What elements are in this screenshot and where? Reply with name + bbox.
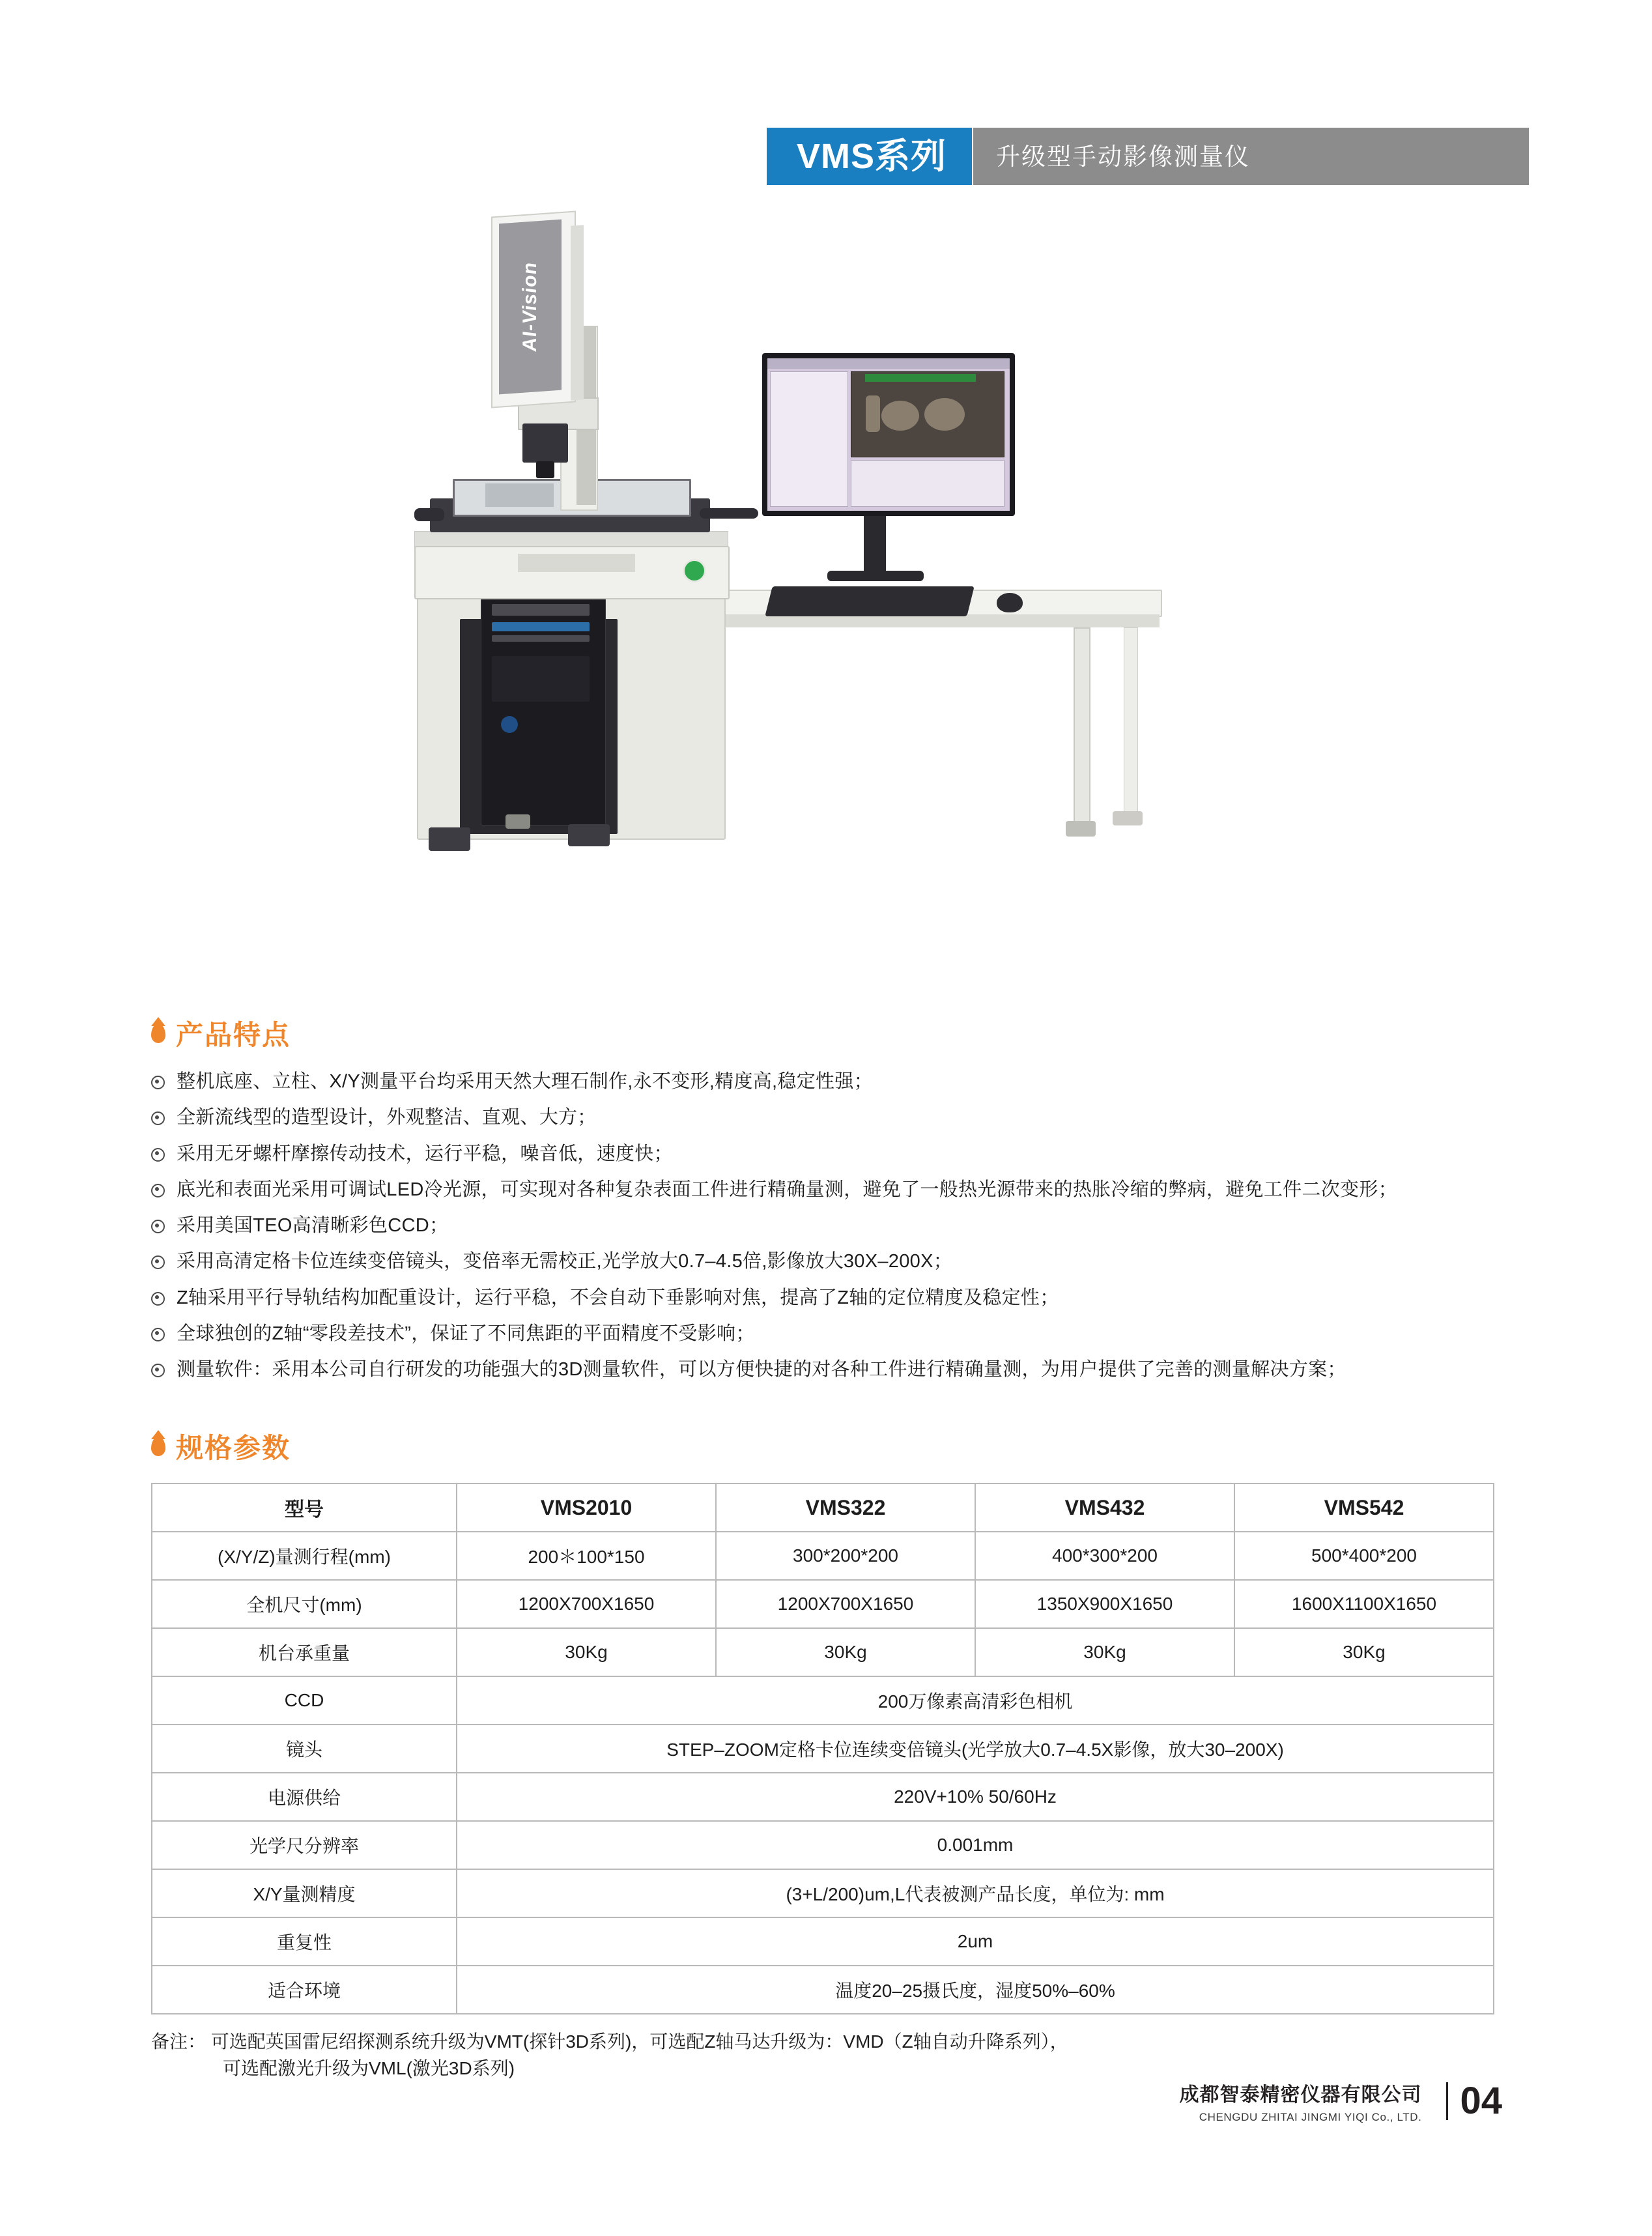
software-status-bar bbox=[865, 374, 976, 382]
bullet-icon bbox=[151, 1328, 165, 1341]
table-header-cell: VMS2010 bbox=[457, 1484, 716, 1532]
row-value: 30Kg bbox=[457, 1628, 716, 1676]
spec-table bbox=[151, 1483, 1494, 2014]
list-item bbox=[151, 1250, 1506, 1273]
camera-head-panel bbox=[499, 220, 562, 395]
row-value: 1600X1100X1650 bbox=[1234, 1580, 1494, 1628]
footer-company bbox=[1179, 2078, 1421, 2124]
bullet-icon bbox=[151, 1184, 165, 1197]
row-value: 300*200*200 bbox=[716, 1532, 975, 1580]
machine-foot-right bbox=[568, 824, 610, 846]
bullet-icon bbox=[151, 1111, 165, 1125]
table-header-cell: VMS322 bbox=[716, 1484, 975, 1532]
objective-lens bbox=[536, 461, 554, 478]
software-toolbar bbox=[767, 358, 1010, 369]
software-data-panel bbox=[851, 460, 1004, 507]
row-value: 30Kg bbox=[716, 1628, 975, 1676]
table-row bbox=[152, 1821, 1494, 1869]
table-header-cell: VMS432 bbox=[975, 1484, 1234, 1532]
row-value: 1200X700X1650 bbox=[457, 1580, 716, 1628]
zoom-lens-body bbox=[522, 423, 568, 463]
power-button bbox=[683, 559, 706, 582]
row-value: STEP–ZOOM定格卡位连续变倍镜头(光学放大0.7–4.5X影像，放大30–200X) bbox=[457, 1725, 1494, 1773]
feature-text: 采用美国TEO高清晰彩色CCD； bbox=[177, 1215, 449, 1236]
bullet-icon bbox=[151, 1148, 165, 1162]
row-value: 220V+10% 50/60Hz bbox=[457, 1773, 1494, 1821]
row-label: 光学尺分辨率 bbox=[152, 1821, 457, 1869]
row-value: 1200X700X1650 bbox=[716, 1580, 975, 1628]
spec-section bbox=[151, 1427, 1506, 2082]
row-value: 1350X900X1650 bbox=[975, 1580, 1234, 1628]
spec-note bbox=[151, 2029, 1506, 2082]
header-series-block bbox=[767, 128, 973, 185]
mouse bbox=[997, 593, 1023, 612]
table-row bbox=[152, 1580, 1494, 1628]
row-label: X/Y量测精度 bbox=[152, 1869, 457, 1917]
row-label: 适合环境 bbox=[152, 1966, 457, 2014]
list-item bbox=[151, 1322, 1506, 1345]
features-heading-text: 产品特点 bbox=[176, 1020, 291, 1050]
desk-edge bbox=[691, 614, 1160, 627]
header-subtitle-label: 升级型手动影像测量仪 bbox=[996, 143, 1251, 170]
feature-text: 底光和表面光采用可调试LED冷光源，可实现对各种复杂表面工件进行精确量测，避免了一般热光源带来的热胀冷缩的弊病，避免工件二次变形； bbox=[177, 1179, 1397, 1200]
row-label: 电源供给 bbox=[152, 1773, 457, 1821]
product-photo bbox=[352, 202, 1283, 971]
features-section bbox=[151, 1014, 1506, 1394]
row-label: CCD bbox=[152, 1676, 457, 1725]
list-item bbox=[151, 1286, 1506, 1310]
table-row bbox=[152, 1773, 1494, 1821]
header-subtitle-block bbox=[973, 128, 1529, 185]
table-row bbox=[152, 1676, 1494, 1725]
desk-foot-front bbox=[1066, 821, 1096, 837]
feature-text: 测量软件：采用本公司自行研发的功能强大的3D测量软件，可以方便快捷的对各种工件进行精确量测，为用户提供了完善的测量解决方案； bbox=[177, 1359, 1346, 1380]
software-image-view bbox=[851, 371, 1004, 457]
monitor-stand bbox=[864, 516, 886, 571]
feature-text: 采用高清定格卡位连续变倍镜头，变倍率无需校正,光学放大0.7–4.5倍,影像放大30X–200X； bbox=[177, 1251, 953, 1272]
row-value: 400*300*200 bbox=[975, 1532, 1234, 1580]
header-series-label: VMS系列 bbox=[797, 137, 947, 176]
row-value: 200＊100*150 bbox=[457, 1532, 716, 1580]
desk-leg-front bbox=[1074, 627, 1090, 829]
row-value: (3+L/200)um,L代表被测产品长度，单位为: mm bbox=[457, 1869, 1494, 1917]
software-side-panel bbox=[770, 371, 848, 507]
list-item bbox=[151, 1070, 1506, 1093]
row-label: 重复性 bbox=[152, 1917, 457, 1966]
row-label: 镜头 bbox=[152, 1725, 457, 1773]
row-value: 200万像素高清彩色相机 bbox=[457, 1676, 1494, 1725]
table-row bbox=[152, 1532, 1494, 1580]
machine-brand-logo: AI-Vision bbox=[519, 261, 541, 353]
row-label: (X/Y/Z)量测行程(mm) bbox=[152, 1532, 457, 1580]
bullet-icon bbox=[151, 1292, 165, 1306]
camera-head-side bbox=[571, 225, 584, 400]
table-row bbox=[152, 1869, 1494, 1917]
control-panel-label-plate bbox=[518, 554, 635, 572]
machine-foot-left bbox=[429, 827, 470, 851]
page-footer bbox=[0, 2078, 1652, 2124]
feature-text: Z轴采用平行导轨结构加配重设计，运行平稳，不会自动下垂影响对焦，提高了Z轴的定位精度及稳定性； bbox=[177, 1287, 1059, 1308]
keyboard bbox=[765, 586, 974, 616]
footer-divider bbox=[1446, 2082, 1448, 2120]
company-name-en: CHENGDU ZHITAI JINGMI YIQI Co., LTD. bbox=[1199, 2111, 1422, 2123]
row-label: 机台承重量 bbox=[152, 1628, 457, 1676]
list-item bbox=[151, 1106, 1506, 1129]
bullet-icon bbox=[151, 1364, 165, 1377]
spec-note-line2: 可选配激光升级为VML(激光3D系列) bbox=[223, 2057, 515, 2078]
table-row bbox=[152, 1917, 1494, 1966]
list-item bbox=[151, 1178, 1506, 1201]
spec-note-line1: 备注： 可选配英国雷尼绍探测系统升级为VMT(探针3D系列)，可选配Z轴马达升级为：VMD（Z轴自动升降系列）， bbox=[151, 2031, 1068, 2052]
features-heading bbox=[151, 1014, 1506, 1053]
bullet-icon bbox=[151, 1255, 165, 1269]
row-value: 温度20–25摄氏度，湿度50%–60% bbox=[457, 1966, 1494, 2014]
spec-heading-text: 规格参数 bbox=[176, 1433, 291, 1463]
list-item bbox=[151, 1142, 1506, 1166]
bullet-icon bbox=[151, 1076, 165, 1089]
table-header-cell: VMS542 bbox=[1234, 1484, 1494, 1532]
stage-knob-right bbox=[700, 508, 758, 519]
table-row bbox=[152, 1628, 1494, 1676]
feature-text: 整机底座、立柱、X/Y测量平台均采用天然大理石制作,永不变形,精度高,稳定性强； bbox=[177, 1071, 873, 1092]
stage-knob-left bbox=[414, 508, 444, 521]
feature-text: 全球独创的Z轴“零段差技术”，保证了不同焦距的平面精度不受影响； bbox=[177, 1323, 755, 1344]
monitor-screen bbox=[767, 358, 1010, 511]
table-row bbox=[152, 1966, 1494, 2014]
list-item bbox=[151, 1214, 1506, 1237]
features-list bbox=[151, 1070, 1506, 1381]
feature-text: 全新流线型的造型设计，外观整洁、直观、大方； bbox=[177, 1107, 597, 1128]
row-value: 30Kg bbox=[975, 1628, 1234, 1676]
table-row bbox=[152, 1725, 1494, 1773]
feature-text: 采用无牙螺杆摩擦传动技术，运行平稳，噪音低，速度快； bbox=[177, 1143, 673, 1164]
bullet-icon bbox=[151, 1220, 165, 1233]
row-label: 全机尺寸(mm) bbox=[152, 1580, 457, 1628]
spec-heading bbox=[151, 1427, 1506, 1466]
list-item bbox=[151, 1358, 1506, 1381]
page-number: 04 bbox=[1460, 2080, 1502, 2122]
desk-foot-back bbox=[1113, 811, 1143, 825]
row-value: 2um bbox=[457, 1917, 1494, 1966]
desk-leg-back bbox=[1124, 627, 1138, 818]
row-value: 500*400*200 bbox=[1234, 1532, 1494, 1580]
table-header-row bbox=[152, 1484, 1494, 1532]
row-value: 0.001mm bbox=[457, 1821, 1494, 1869]
row-value: 30Kg bbox=[1234, 1628, 1494, 1676]
drop-icon bbox=[151, 1437, 165, 1456]
header-banner bbox=[767, 128, 1529, 185]
monitor bbox=[762, 353, 1015, 516]
computer-tower bbox=[481, 593, 606, 825]
table-header-cell: 型号 bbox=[152, 1484, 457, 1532]
stage-workpiece bbox=[485, 483, 554, 507]
machine-foot-center bbox=[506, 814, 530, 829]
company-name-cn: 成都智泰精密仪器有限公司 bbox=[1179, 2084, 1422, 2106]
drop-icon bbox=[151, 1024, 165, 1043]
monitor-base bbox=[827, 571, 924, 581]
